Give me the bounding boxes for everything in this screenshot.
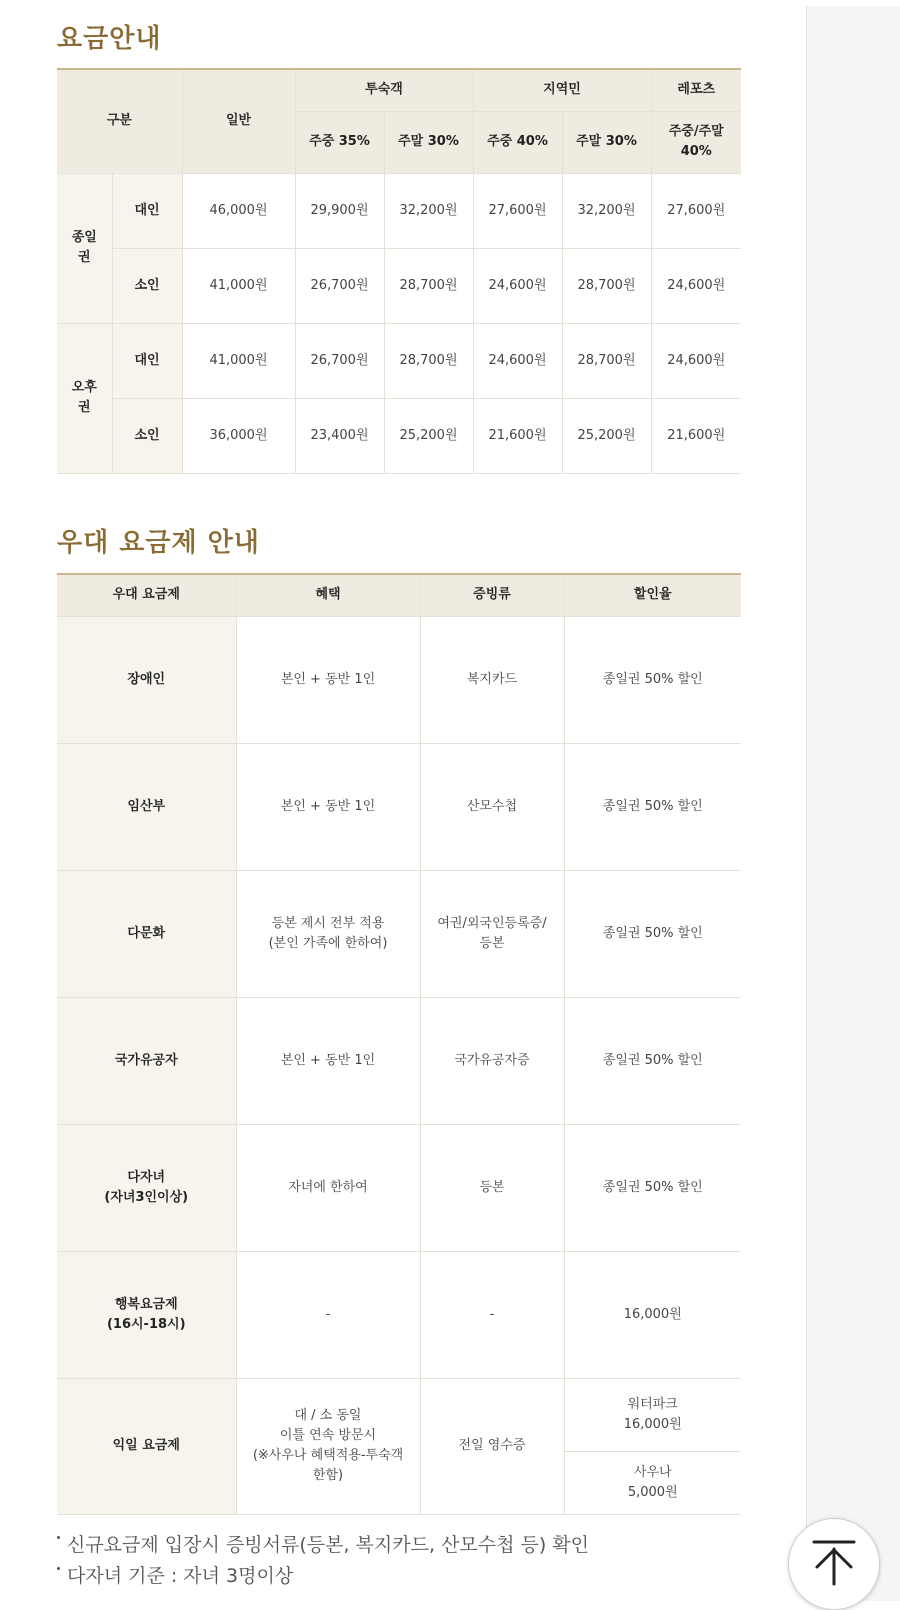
benefit-cell: 자녀에 한하여	[236, 1124, 420, 1251]
rate-cell: 종일권 50% 할인	[564, 870, 741, 997]
price-cell: 36,000원	[182, 398, 295, 473]
table-row	[57, 1378, 741, 1514]
header-guest: 투숙객	[295, 69, 473, 111]
price-cell: 27,600원	[473, 173, 562, 248]
rate-split-cell	[564, 1378, 741, 1514]
table-row	[57, 1124, 741, 1251]
table-row	[57, 248, 741, 323]
benefit-cell: 본인 + 동반 1인	[236, 616, 420, 743]
table-row	[57, 743, 741, 870]
plan-label: 다문화	[57, 870, 236, 997]
plan-label: 다자녀 (자녀3인이상)	[57, 1124, 236, 1251]
table-row	[57, 323, 741, 398]
note-item: 신규요금제 입장시 증빙서류(등본, 복지카드, 산모수첩 등) 확인	[57, 1530, 589, 1561]
price-cell: 41,000원	[182, 323, 295, 398]
proof-cell: 국가유공자증	[420, 997, 564, 1124]
price-cell: 25,200원	[562, 398, 651, 473]
type-label: 소인	[112, 248, 182, 323]
header-rate: 할인율	[564, 574, 741, 616]
benefit-cell: 본인 + 동반 1인	[236, 997, 420, 1124]
type-label: 대인	[112, 323, 182, 398]
discount-table	[57, 573, 741, 1515]
rate-cell: 16,000원	[564, 1251, 741, 1378]
header-guest-weekend: 주말 30%	[384, 111, 473, 173]
plan-label: 국가유공자	[57, 997, 236, 1124]
price-cell: 32,200원	[562, 173, 651, 248]
table-row	[57, 398, 741, 473]
price-cell: 23,400원	[295, 398, 384, 473]
benefit-cell: 대 / 소 동일 이틀 연속 방문시 (※사우나 혜택적용-투숙객 한함)	[236, 1378, 420, 1514]
price-cell: 27,600원	[651, 173, 741, 248]
price-cell: 46,000원	[182, 173, 295, 248]
arrow-up-to-top-icon	[811, 1539, 857, 1587]
fee-table	[57, 68, 741, 474]
header-plan: 우대 요금제	[57, 574, 236, 616]
notes-list	[57, 1530, 589, 1592]
benefit-cell: 등본 제시 전부 적용 (본인 가족에 한하여)	[236, 870, 420, 997]
plan-label: 임산부	[57, 743, 236, 870]
table-row	[57, 1251, 741, 1378]
rate-cell: 종일권 50% 할인	[564, 1124, 741, 1251]
price-cell: 32,200원	[384, 173, 473, 248]
table-row	[57, 870, 741, 997]
group-label: 종일 권	[57, 173, 112, 323]
benefit-cell: -	[236, 1251, 420, 1378]
price-cell: 24,600원	[473, 323, 562, 398]
rate-sauna: 사우나 5,000원	[627, 1464, 678, 1500]
header-benefit: 혜택	[236, 574, 420, 616]
type-label: 소인	[112, 398, 182, 473]
plan-label: 행복요금제 (16시-18시)	[57, 1251, 236, 1378]
scroll-to-top-button[interactable]	[788, 1518, 880, 1610]
price-cell: 41,000원	[182, 248, 295, 323]
price-cell: 29,900원	[295, 173, 384, 248]
price-cell: 26,700원	[295, 323, 384, 398]
price-cell: 21,600원	[651, 398, 741, 473]
price-cell: 21,600원	[473, 398, 562, 473]
price-cell: 24,600원	[651, 323, 741, 398]
header-local-weekend: 주말 30%	[562, 111, 651, 173]
price-cell: 26,700원	[295, 248, 384, 323]
rate-cell: 종일권 50% 할인	[564, 997, 741, 1124]
header-leports: 레포츠	[651, 69, 741, 111]
header-leports-sub: 주중/주말 40%	[651, 111, 741, 173]
rate-cell: 종일권 50% 할인	[564, 743, 741, 870]
proof-cell: -	[420, 1251, 564, 1378]
header-local: 지역민	[473, 69, 651, 111]
rate-waterpark: 워터파크 16,000원	[565, 1379, 742, 1452]
type-label: 대인	[112, 173, 182, 248]
price-cell: 28,700원	[562, 248, 651, 323]
price-cell: 28,700원	[384, 248, 473, 323]
price-cell: 28,700원	[562, 323, 651, 398]
header-guest-weekday: 주중 35%	[295, 111, 384, 173]
price-cell: 25,200원	[384, 398, 473, 473]
benefit-cell: 본인 + 동반 1인	[236, 743, 420, 870]
proof-cell: 여권/외국인등록증/ 등본	[420, 870, 564, 997]
proof-cell: 복지카드	[420, 616, 564, 743]
table-row	[57, 173, 741, 248]
header-local-weekday: 주중 40%	[473, 111, 562, 173]
proof-cell: 등본	[420, 1124, 564, 1251]
header-category: 구분	[57, 69, 182, 173]
group-label: 오후 권	[57, 323, 112, 473]
price-cell: 24,600원	[473, 248, 562, 323]
fee-section-title: 요금안내	[57, 24, 162, 54]
price-cell: 28,700원	[384, 323, 473, 398]
right-side-panel	[806, 6, 900, 1601]
note-item: 다자녀 기준 : 자녀 3명이상	[57, 1561, 589, 1592]
header-proof: 증빙류	[420, 574, 564, 616]
discount-section-title: 우대 요금제 안내	[57, 528, 260, 558]
price-cell: 24,600원	[651, 248, 741, 323]
table-row	[57, 997, 741, 1124]
header-general: 일반	[182, 69, 295, 173]
plan-label: 익일 요금제	[57, 1378, 236, 1514]
plan-label: 장애인	[57, 616, 236, 743]
table-row	[57, 616, 741, 743]
proof-cell: 전일 영수증	[420, 1378, 564, 1514]
rate-cell: 종일권 50% 할인	[564, 616, 741, 743]
proof-cell: 산모수첩	[420, 743, 564, 870]
